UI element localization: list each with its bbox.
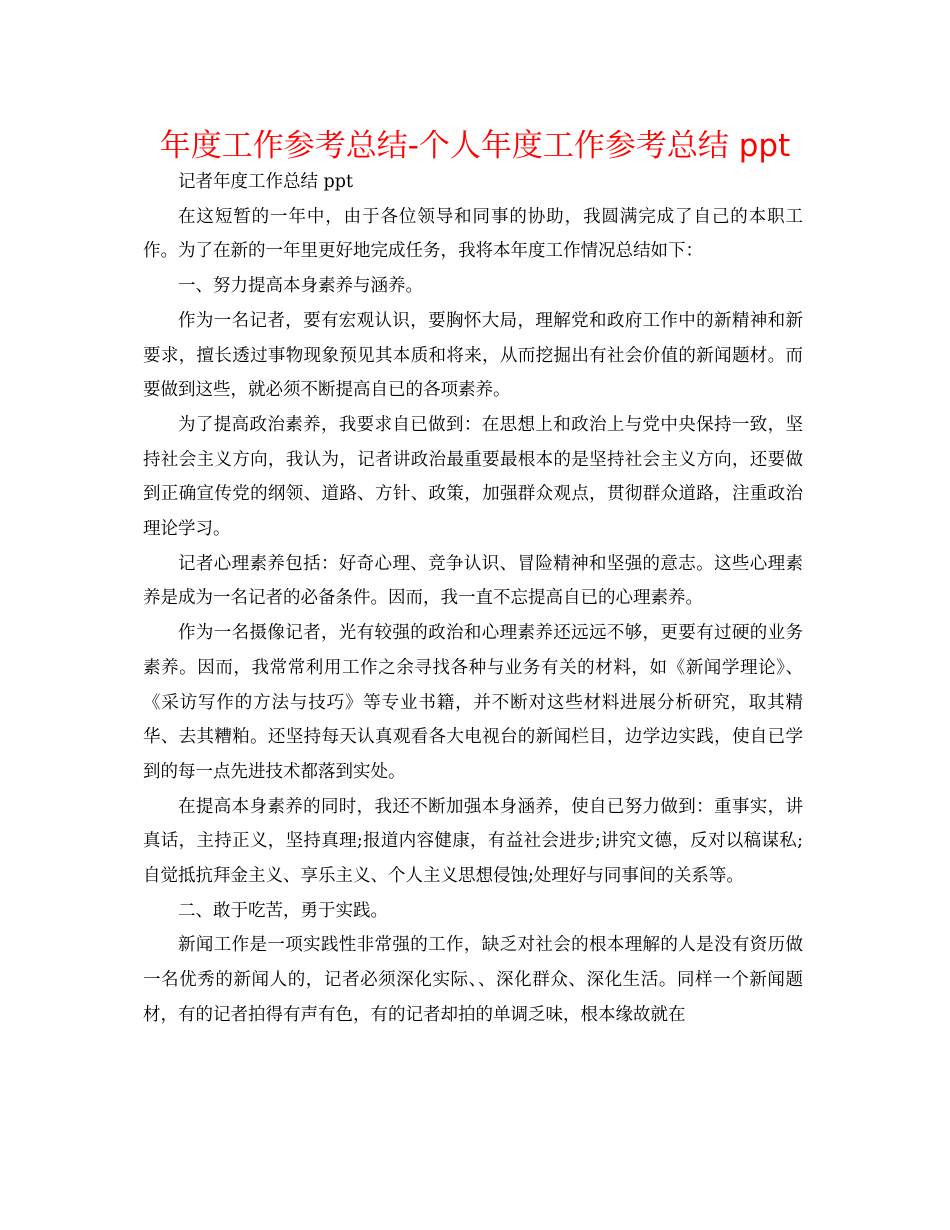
paragraph: 新闻工作是一项实践性非常强的工作，缺乏对社会的根本理解的人是没有资历做一名优秀的新闻人的，记者必须深化实际、、深化群众、深化生活。同样一个新闻题材，有的记者拍得有声有色，有的记者却拍的单调乏味，根本缘故就在: [143, 935, 803, 1025]
paragraph-subtitle: 记者年度工作总结 ppt: [178, 172, 353, 192]
document-body: [143, 165, 803, 1033]
document-title: 年度工作参考总结-个人年度工作参考总结 ppt: [159, 128, 791, 164]
section-heading-1: 一、努力提高本身素养与涵养。: [178, 276, 423, 297]
section-heading-2: 二、敢于吃苦，勇于实践。: [178, 900, 388, 921]
paragraph-intro: 在这短暂的一年中，由于各位领导和同事的协助，我圆满完成了自己的本职工作。为了在新的一年里更好地完成任务，我将本年度工作情况总结如下：: [143, 206, 803, 262]
paragraph: 作为一名记者，要有宏观认识，要胸怀大局，理解党和政府工作中的新精神和新要求，擅长透过事物现象预见其本质和将来，从而挖掘出有社会价值的新闻题材。而要做到这些，就必须不断提高自已的各项素养。: [143, 310, 803, 401]
paragraph: 作为一名摄像记者，光有较强的政治和心理素养还远远不够，更要有过硬的业务素养。因而，我常常利用工作之余寻找各种与业务有关的材料，如《新闻学理论》、《采访写作的方法与技巧》等专业书籍，并不断对这些材料进展分析研究，取其精华、去其糟粕。还坚持每天认真观看各大电视台的新闻栏目，边学边实践，使自已学到的每一点先进技术都落到实处。: [143, 623, 803, 782]
paragraph: 在提高本身素养的同时，我还不断加强本身涵养，使自已努力做到：重事实，讲真话，主持正义，坚持真理;报道内容健康，有益社会进步;讲究文德，反对以稿谋私;自觉抵抗拜金主义、享乐主义、个人主义思想侵蚀;处理好与同事间的关系等。: [143, 796, 803, 887]
paragraph: 记者心理素养包括：好奇心理、竞争认识、冒险精神和坚强的意志。这些心理素养是成为一名记者的必备条件。因而，我一直不忘提高自已的心理素养。: [143, 553, 803, 609]
paragraph: 为了提高政治素养，我要求自已做到：在思想上和政治上与党中央保持一致，坚持社会主义方向，我认为，记者讲政治最重要最根本的是坚持社会主义方向，还要做到正确宣传党的纲领、道路、方针、政策，加强群众观点，贯彻群众道路，注重政治理论学习。: [143, 414, 803, 540]
